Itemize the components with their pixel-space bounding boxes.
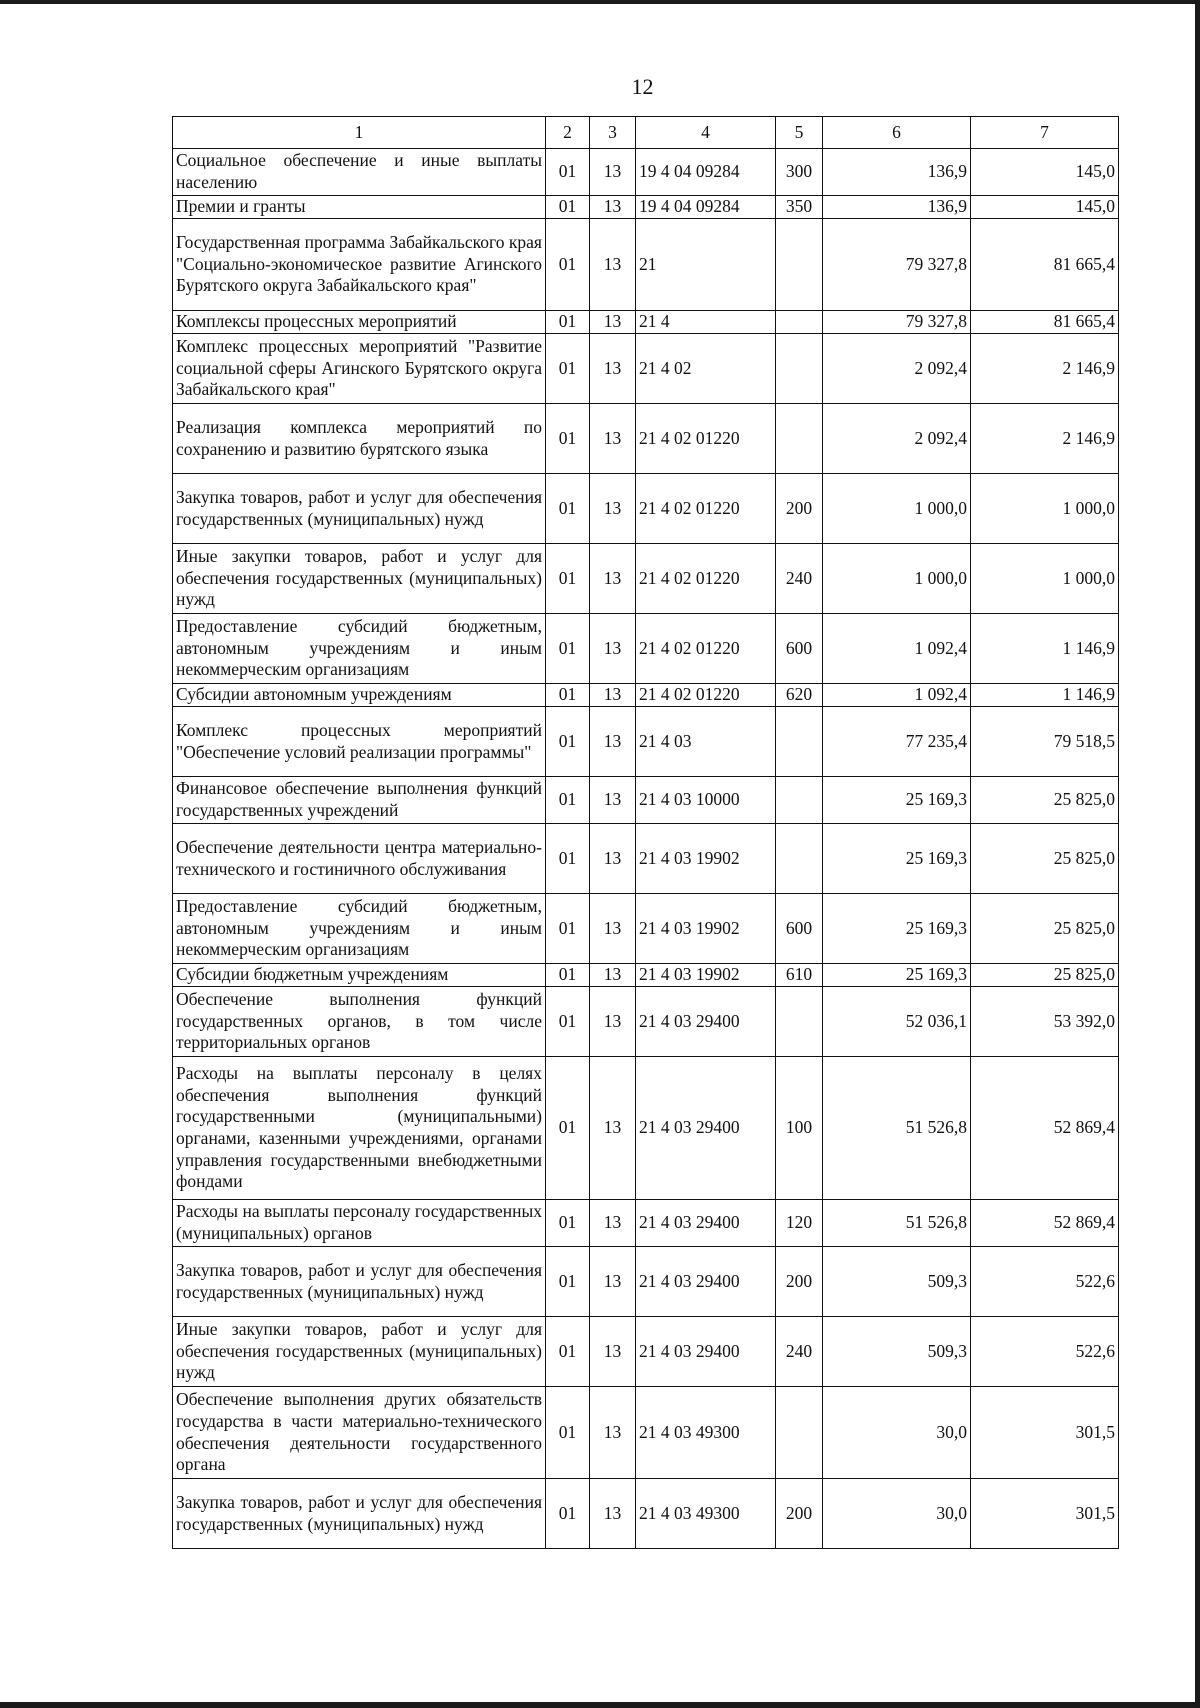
row-subsection-cell: 13 [590,404,636,474]
row-amount-col7-cell: 2 146,9 [971,334,1119,404]
row-section-cell: 01 [546,544,590,614]
row-name-cell: Финансовое обеспечение выполнения функций государственных учреждений [173,777,546,824]
row-section-cell: 01 [546,1057,590,1200]
row-subsection-cell: 13 [590,1057,636,1200]
row-expense-type-cell: 240 [776,544,823,614]
table-row [173,334,1119,404]
row-name-cell: Предоставление субсидий бюджетным, автономным учреждениям и иным некоммерческим организациям [173,894,546,964]
row-target-article-cell: 19 4 04 09284 [636,149,776,196]
row-name-cell: Предоставление субсидий бюджетным, автономным учреждениям и иным некоммерческим организациям [173,614,546,684]
row-name-cell: Обеспечение выполнения других обязательств государства в части материально-технического обеспечения деятельности государственного органа [173,1387,546,1479]
row-subsection-cell: 13 [590,196,636,219]
row-amount-col7-cell: 25 825,0 [971,894,1119,964]
row-amount-col6-cell: 1 000,0 [823,474,971,544]
row-expense-type-cell: 620 [776,684,823,707]
header-row [173,117,1119,149]
row-target-article-cell: 21 4 03 29400 [636,1200,776,1247]
table-row [173,1479,1119,1549]
row-expense-type-cell: 350 [776,196,823,219]
row-amount-col6-cell: 25 169,3 [823,964,971,987]
row-subsection-cell: 13 [590,1387,636,1479]
row-amount-col7-cell: 25 825,0 [971,964,1119,987]
row-name-cell: Субсидии бюджетным учреждениям [173,964,546,987]
row-amount-col6-cell: 77 235,4 [823,707,971,777]
row-amount-col7-cell: 25 825,0 [971,824,1119,894]
row-amount-col6-cell: 51 526,8 [823,1200,971,1247]
row-expense-type-cell: 200 [776,1247,823,1317]
table-row [173,964,1119,987]
row-expense-type-cell: 120 [776,1200,823,1247]
header-cell-6: 6 [823,117,971,149]
row-subsection-cell: 13 [590,964,636,987]
row-name-cell: Иные закупки товаров, работ и услуг для обеспечения государственных (муниципальных) нужд [173,1317,546,1387]
row-name-cell: Комплекс процессных мероприятий "Развитие социальной сферы Агинского Бурятского округа Забайкальского края" [173,334,546,404]
row-subsection-cell: 13 [590,149,636,196]
row-subsection-cell: 13 [590,894,636,964]
row-name-cell: Комплексы процессных мероприятий [173,311,546,334]
row-subsection-cell: 13 [590,1317,636,1387]
row-amount-col6-cell: 136,9 [823,149,971,196]
row-subsection-cell: 13 [590,1479,636,1549]
row-name-cell: Иные закупки товаров, работ и услуг для обеспечения государственных (муниципальных) нужд [173,544,546,614]
row-target-article-cell: 21 4 02 01220 [636,404,776,474]
table-row [173,544,1119,614]
table-row [173,894,1119,964]
row-amount-col7-cell: 81 665,4 [971,311,1119,334]
row-amount-col7-cell: 1 000,0 [971,544,1119,614]
row-section-cell: 01 [546,777,590,824]
row-target-article-cell: 21 4 03 29400 [636,987,776,1057]
row-target-article-cell: 21 4 02 01220 [636,474,776,544]
row-subsection-cell: 13 [590,707,636,777]
row-amount-col7-cell: 1 000,0 [971,474,1119,544]
row-name-cell: Закупка товаров, работ и услуг для обеспечения государственных (муниципальных) нужд [173,1247,546,1317]
budget-table [172,116,1119,1549]
row-amount-col6-cell: 25 169,3 [823,824,971,894]
row-section-cell: 01 [546,1317,590,1387]
row-amount-col7-cell: 81 665,4 [971,219,1119,311]
row-subsection-cell: 13 [590,219,636,311]
table-row [173,824,1119,894]
row-amount-col6-cell: 1 092,4 [823,684,971,707]
row-section-cell: 01 [546,987,590,1057]
row-target-article-cell: 21 4 02 01220 [636,684,776,707]
row-subsection-cell: 13 [590,987,636,1057]
row-section-cell: 01 [546,1200,590,1247]
row-target-article-cell: 21 4 03 29400 [636,1247,776,1317]
row-subsection-cell: 13 [590,1247,636,1317]
scan-edge-bottom [0,1702,1200,1708]
row-subsection-cell: 13 [590,474,636,544]
row-amount-col7-cell: 301,5 [971,1387,1119,1479]
row-subsection-cell: 13 [590,824,636,894]
row-section-cell: 01 [546,219,590,311]
row-target-article-cell: 21 4 [636,311,776,334]
row-amount-col6-cell: 25 169,3 [823,894,971,964]
row-amount-col6-cell: 136,9 [823,196,971,219]
row-expense-type-cell: 600 [776,614,823,684]
row-expense-type-cell [776,777,823,824]
row-subsection-cell: 13 [590,544,636,614]
row-subsection-cell: 13 [590,777,636,824]
row-target-article-cell: 21 4 03 10000 [636,777,776,824]
row-expense-type-cell [776,824,823,894]
row-target-article-cell: 21 4 03 19902 [636,824,776,894]
row-section-cell: 01 [546,614,590,684]
row-section-cell: 01 [546,196,590,219]
row-amount-col7-cell: 79 518,5 [971,707,1119,777]
table-row [173,777,1119,824]
row-name-cell: Расходы на выплаты персоналу государственных (муниципальных) органов [173,1200,546,1247]
row-section-cell: 01 [546,311,590,334]
table-row [173,987,1119,1057]
row-amount-col6-cell: 30,0 [823,1387,971,1479]
row-section-cell: 01 [546,964,590,987]
row-target-article-cell: 21 4 03 19902 [636,894,776,964]
header-cell-3: 3 [590,117,636,149]
row-target-article-cell: 21 4 03 [636,707,776,777]
row-amount-col7-cell: 522,6 [971,1317,1119,1387]
table-row [173,707,1119,777]
row-section-cell: 01 [546,334,590,404]
table-row [173,684,1119,707]
row-expense-type-cell [776,219,823,311]
row-section-cell: 01 [546,707,590,777]
header-cell-2: 2 [546,117,590,149]
row-amount-col6-cell: 51 526,8 [823,1057,971,1200]
row-amount-col7-cell: 25 825,0 [971,777,1119,824]
row-expense-type-cell: 240 [776,1317,823,1387]
row-expense-type-cell: 100 [776,1057,823,1200]
header-cell-5: 5 [776,117,823,149]
header-cell-1: 1 [173,117,546,149]
row-subsection-cell: 13 [590,684,636,707]
table-row [173,196,1119,219]
row-target-article-cell: 21 4 03 19902 [636,964,776,987]
row-amount-col7-cell: 1 146,9 [971,614,1119,684]
row-expense-type-cell: 200 [776,474,823,544]
row-expense-type-cell: 200 [776,1479,823,1549]
table-row [173,1057,1119,1200]
row-amount-col6-cell: 25 169,3 [823,777,971,824]
row-name-cell: Государственная программа Забайкальского края "Социально-экономическое развитие Агинского Бурятского округа Забайкальского края" [173,219,546,311]
row-amount-col6-cell: 1 092,4 [823,614,971,684]
row-amount-col6-cell: 79 327,8 [823,219,971,311]
row-target-article-cell: 21 4 02 01220 [636,544,776,614]
row-amount-col6-cell: 509,3 [823,1247,971,1317]
row-section-cell: 01 [546,824,590,894]
row-target-article-cell: 21 4 02 [636,334,776,404]
row-amount-col6-cell: 509,3 [823,1317,971,1387]
header-cell-4: 4 [636,117,776,149]
row-subsection-cell: 13 [590,1200,636,1247]
header-cell-7: 7 [971,117,1119,149]
row-target-article-cell: 21 4 03 29400 [636,1317,776,1387]
row-subsection-cell: 13 [590,614,636,684]
scan-edge-right [1195,0,1200,1708]
row-amount-col7-cell: 53 392,0 [971,987,1119,1057]
row-name-cell: Закупка товаров, работ и услуг для обеспечения государственных (муниципальных) нужд [173,1479,546,1549]
row-expense-type-cell: 300 [776,149,823,196]
row-target-article-cell: 21 4 02 01220 [636,614,776,684]
row-amount-col7-cell: 52 869,4 [971,1200,1119,1247]
row-name-cell: Социальное обеспечение и иные выплаты населению [173,149,546,196]
table-row [173,1200,1119,1247]
row-section-cell: 01 [546,894,590,964]
table-row [173,1247,1119,1317]
row-expense-type-cell [776,707,823,777]
table-row [173,149,1119,196]
row-amount-col7-cell: 145,0 [971,196,1119,219]
table-row [173,1387,1119,1479]
row-amount-col7-cell: 52 869,4 [971,1057,1119,1200]
row-section-cell: 01 [546,1479,590,1549]
row-target-article-cell: 21 [636,219,776,311]
row-name-cell: Обеспечение деятельности центра материально-технического и гостиничного обслуживания [173,824,546,894]
table-row [173,474,1119,544]
row-amount-col6-cell: 2 092,4 [823,334,971,404]
row-subsection-cell: 13 [590,311,636,334]
row-expense-type-cell: 610 [776,964,823,987]
row-expense-type-cell [776,1387,823,1479]
table-row [173,219,1119,311]
row-amount-col6-cell: 1 000,0 [823,544,971,614]
row-amount-col7-cell: 2 146,9 [971,404,1119,474]
row-section-cell: 01 [546,404,590,474]
row-subsection-cell: 13 [590,334,636,404]
row-target-article-cell: 21 4 03 29400 [636,1057,776,1200]
row-amount-col7-cell: 522,6 [971,1247,1119,1317]
page-number: 12 [631,74,654,99]
row-target-article-cell: 19 4 04 09284 [636,196,776,219]
row-expense-type-cell: 600 [776,894,823,964]
row-amount-col7-cell: 301,5 [971,1479,1119,1549]
row-section-cell: 01 [546,1387,590,1479]
table-row [173,1317,1119,1387]
row-name-cell: Обеспечение выполнения функций государственных органов, в том числе территориальных органов [173,987,546,1057]
row-expense-type-cell [776,334,823,404]
row-target-article-cell: 21 4 03 49300 [636,1387,776,1479]
table-row [173,614,1119,684]
row-section-cell: 01 [546,684,590,707]
row-name-cell: Реализация комплекса мероприятий по сохранению и развитию бурятского языка [173,404,546,474]
row-name-cell: Комплекс процессных мероприятий "Обеспечение условий реализации программы" [173,707,546,777]
row-amount-col7-cell: 145,0 [971,149,1119,196]
row-name-cell: Премии и гранты [173,196,546,219]
row-amount-col6-cell: 2 092,4 [823,404,971,474]
table-row [173,311,1119,334]
row-name-cell: Расходы на выплаты персоналу в целях обеспечения выполнения функций государственными (муниципальными) органами, казенными учреждениями, органами управления государственными внебюджетными фондами [173,1057,546,1200]
row-target-article-cell: 21 4 03 49300 [636,1479,776,1549]
scan-edge-top [0,0,1200,4]
row-name-cell: Субсидии автономным учреждениям [173,684,546,707]
row-section-cell: 01 [546,149,590,196]
row-expense-type-cell [776,404,823,474]
row-amount-col6-cell: 30,0 [823,1479,971,1549]
row-section-cell: 01 [546,1247,590,1317]
row-amount-col7-cell: 1 146,9 [971,684,1119,707]
table-body [173,149,1119,1549]
row-name-cell: Закупка товаров, работ и услуг для обеспечения государственных (муниципальных) нужд [173,474,546,544]
table-row [173,404,1119,474]
row-amount-col6-cell: 79 327,8 [823,311,971,334]
row-section-cell: 01 [546,474,590,544]
row-expense-type-cell [776,987,823,1057]
row-expense-type-cell [776,311,823,334]
row-amount-col6-cell: 52 036,1 [823,987,971,1057]
